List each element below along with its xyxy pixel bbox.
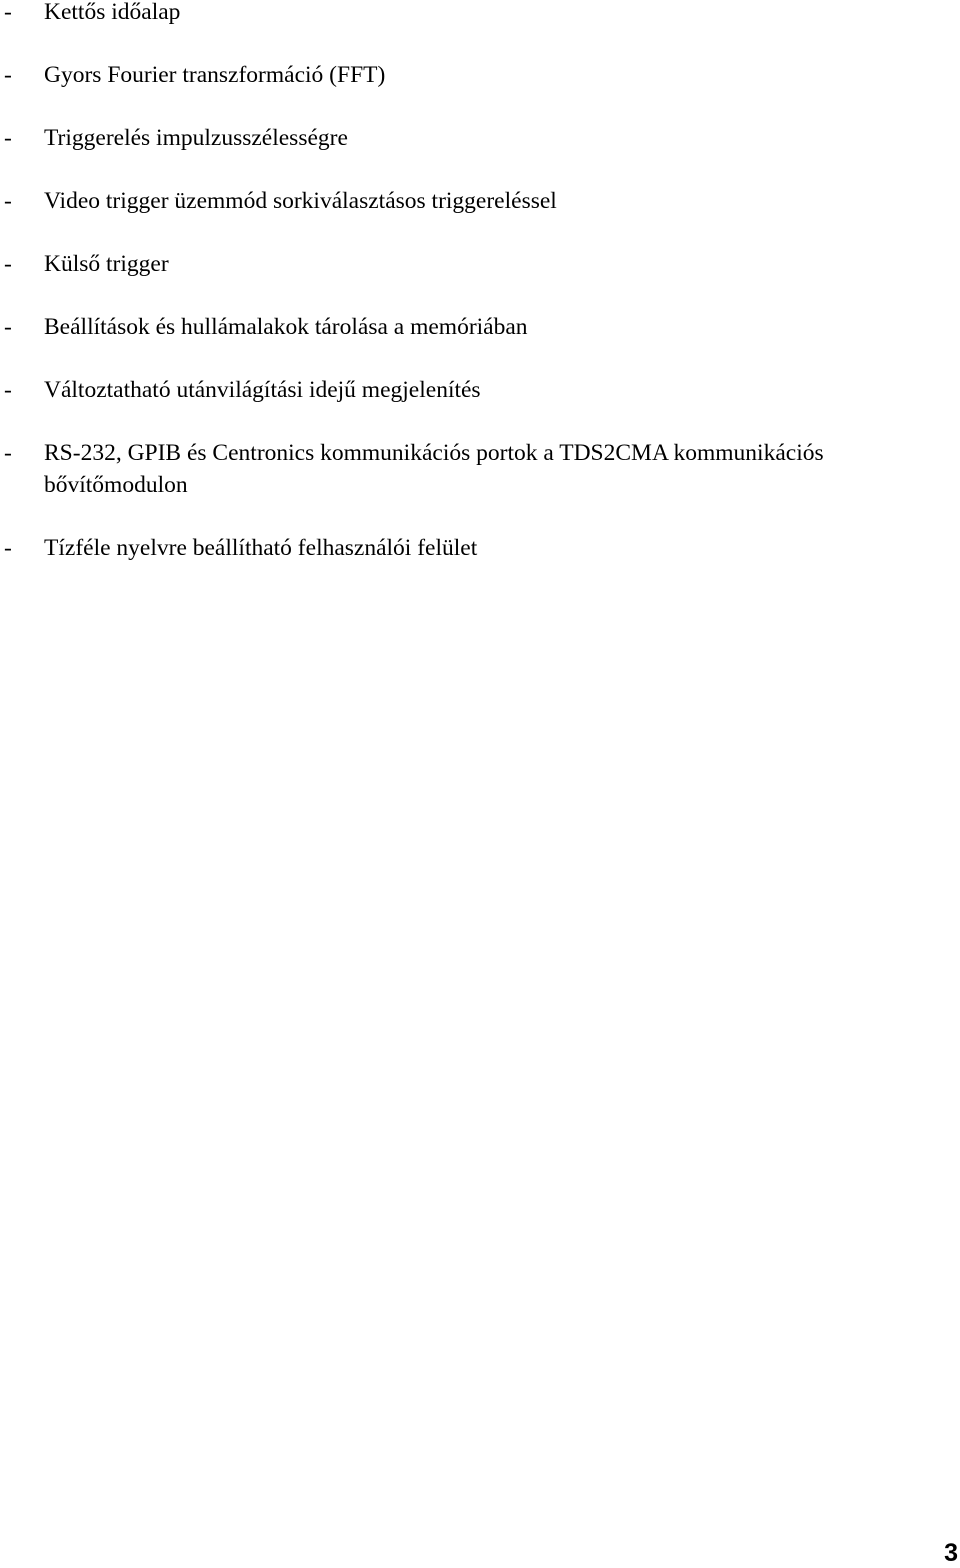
list-item-text: Gyors Fourier transzformáció (FFT) — [44, 62, 386, 88]
list-item-text: Video trigger üzemmód sorkiválasztásos triggereléssel — [44, 188, 557, 214]
list-item — [0, 0, 960, 28]
list-item — [0, 248, 960, 280]
list-item-text: Beállítások és hullámalakok tárolása a memóriában — [44, 314, 528, 340]
list-item-text: Triggerelés impulzusszélességre — [44, 125, 348, 151]
list-item — [0, 374, 960, 406]
list-item — [0, 122, 960, 154]
list-item — [0, 311, 960, 343]
list-item — [0, 532, 960, 564]
bullet-dash: - — [4, 62, 12, 88]
list-item-text: Tízféle nyelvre beállítható felhasználói felület — [44, 535, 478, 561]
bullet-dash: - — [4, 535, 12, 561]
bullet-dash: - — [4, 377, 12, 403]
list-item-text: Változtatható utánvilágítási idejű megjelenítés — [44, 377, 481, 403]
bullet-dash: - — [4, 125, 12, 151]
list-item-text: Kettős időalap — [44, 0, 181, 25]
page-number: 3 — [944, 1539, 958, 1567]
bullet-dash: - — [4, 0, 12, 25]
bullet-dash: - — [4, 440, 12, 466]
list-item — [0, 185, 960, 217]
list-item — [0, 59, 960, 91]
list-item-text: RS-232, GPIB és Centronics kommunikációs portok a TDS2CMA kommunikációs bővítőmodulon — [44, 440, 824, 498]
bullet-dash: - — [4, 314, 12, 340]
bullet-dash: - — [4, 188, 12, 214]
list-item-text: Külső trigger — [44, 251, 169, 277]
bullet-dash: - — [4, 251, 12, 277]
list-item — [0, 437, 960, 501]
